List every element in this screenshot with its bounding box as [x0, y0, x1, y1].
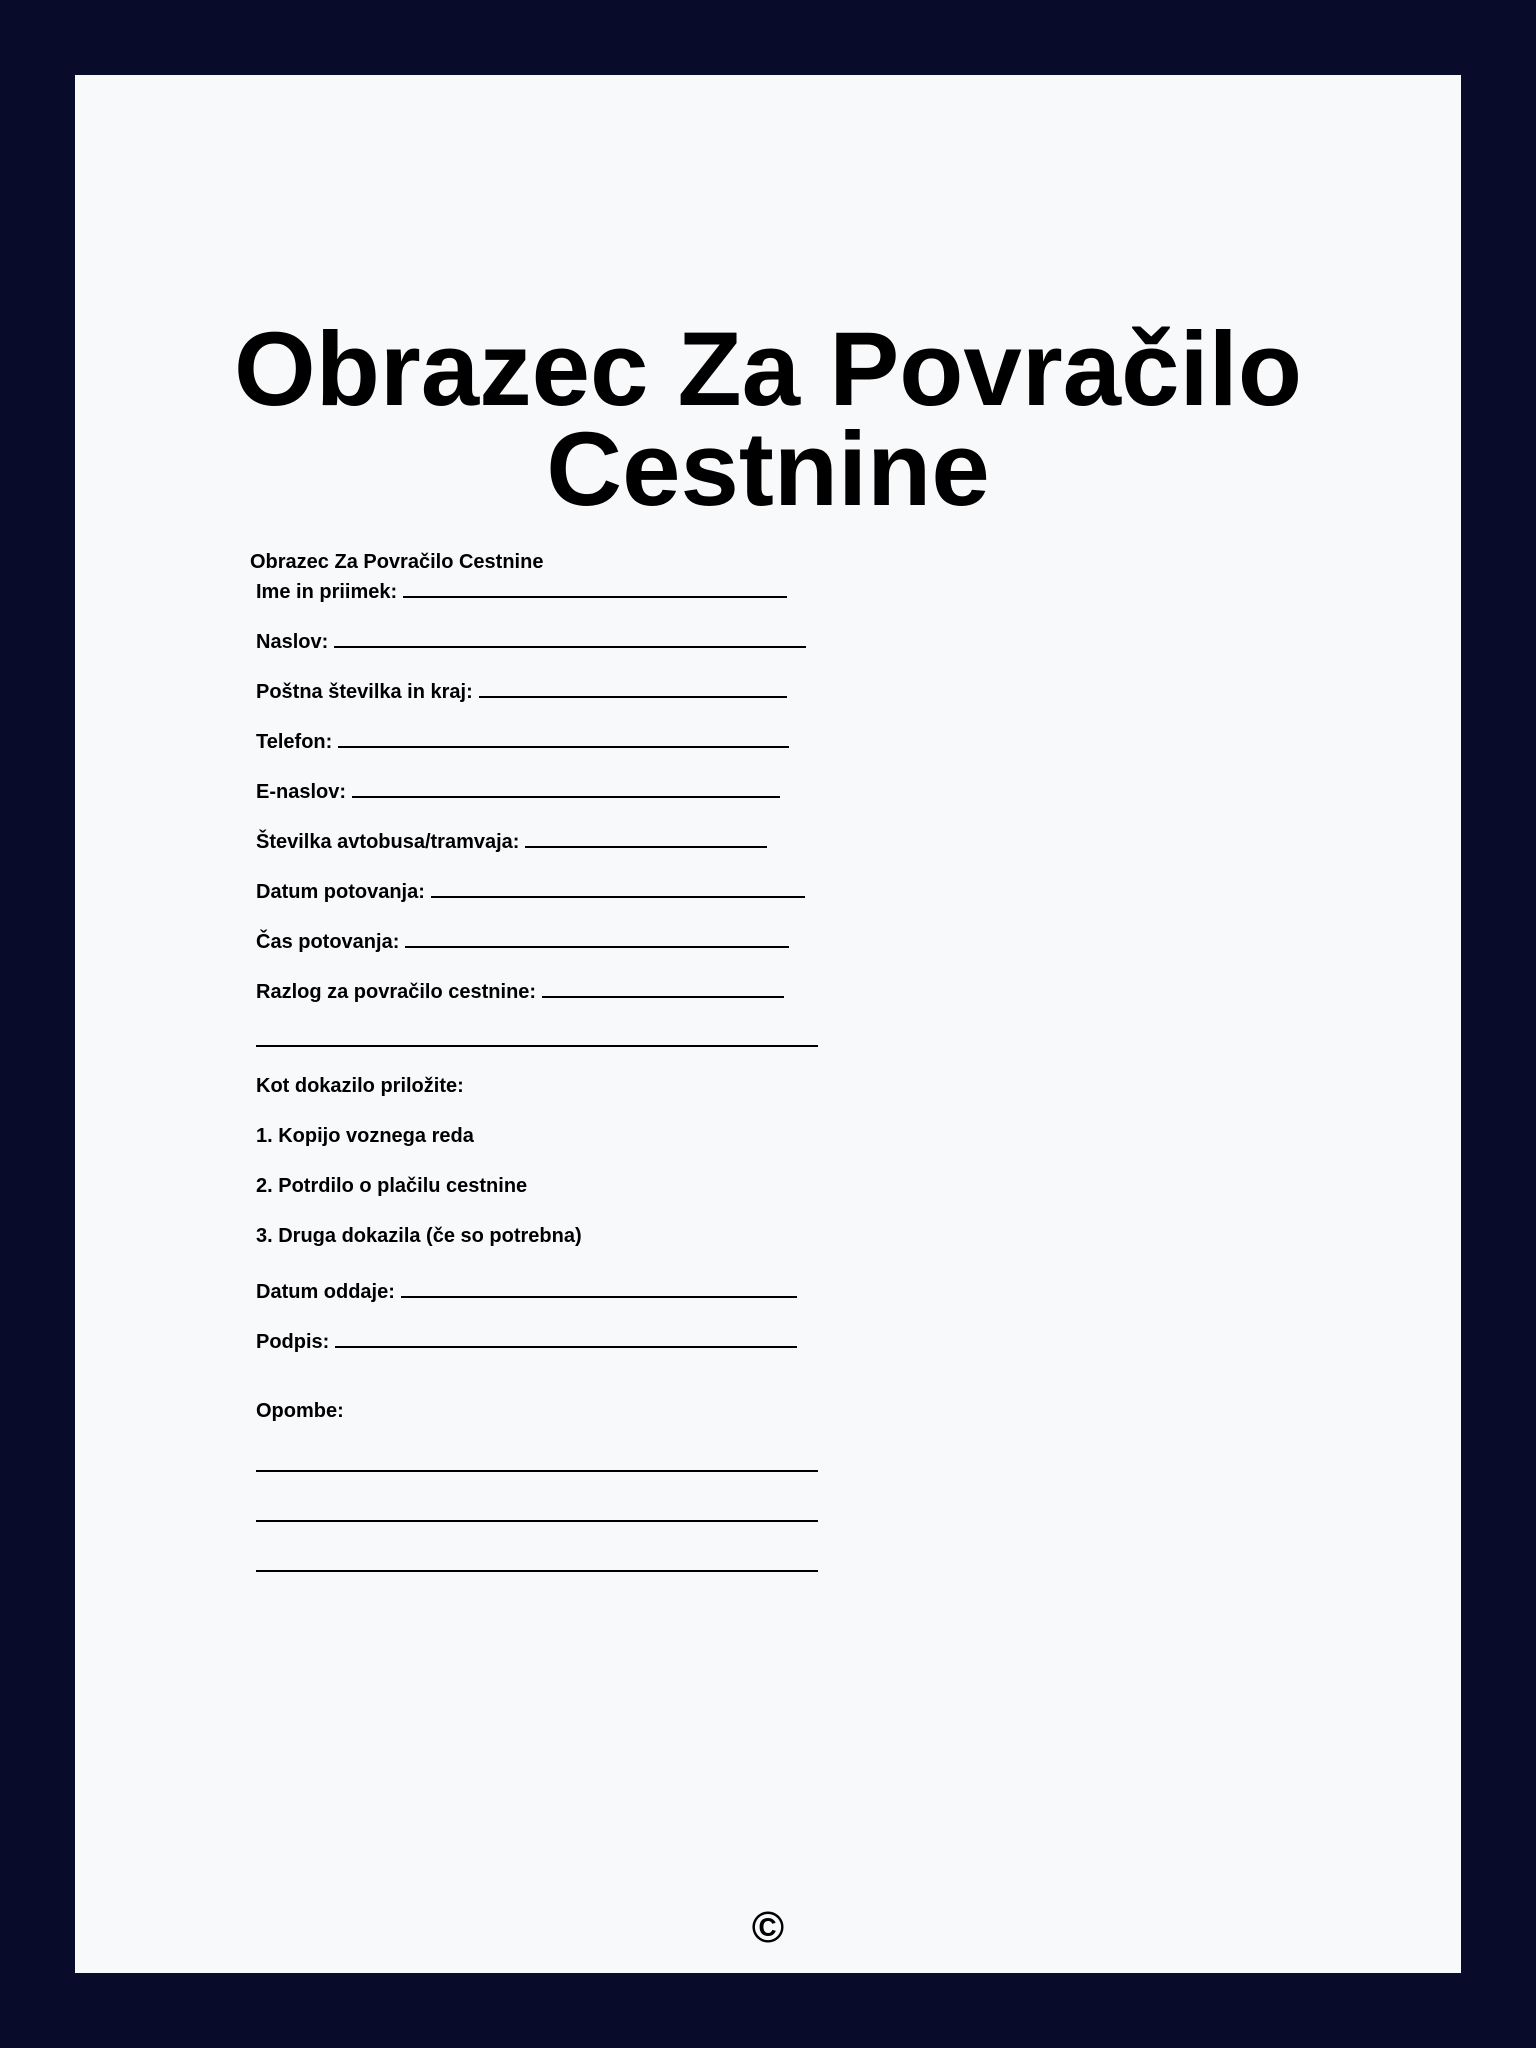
field-travel-time-line	[405, 924, 789, 948]
field-postal-line	[479, 674, 787, 698]
field-reason	[256, 974, 784, 1004]
field-address-line	[334, 624, 806, 648]
field-reason-label: Razlog za povračilo cestnine:	[256, 981, 537, 1003]
field-phone-label: Telefon:	[256, 731, 333, 753]
field-reason-line	[542, 974, 784, 998]
field-email	[256, 774, 780, 804]
proof-item-2	[256, 1174, 527, 1198]
field-travel-time-label: Čas potovanja:	[256, 931, 400, 953]
field-submit-date	[256, 1274, 797, 1304]
field-postal-label: Poštna številka in kraj:	[256, 681, 473, 703]
field-name-line	[403, 574, 787, 598]
field-signature-label: Podpis:	[256, 1331, 330, 1353]
field-address-label: Naslov:	[256, 631, 329, 653]
page-title: Obrazec Za Povračilo Cestnine	[234, 311, 1302, 528]
field-travel-date-label: Datum potovanja:	[256, 881, 425, 903]
proof-heading-label: Kot dokazilo priložite:	[256, 1075, 464, 1097]
field-travel-date-line	[431, 874, 805, 898]
field-submit-date-line	[401, 1274, 797, 1298]
form-subtitle: Obrazec Za Povračilo Cestnine	[250, 551, 544, 573]
proof-item-3	[256, 1224, 582, 1248]
field-bus-number-label: Številka avtobusa/tramvaja:	[256, 831, 520, 853]
notes-heading-label: Opombe:	[256, 1400, 344, 1422]
field-travel-date	[256, 874, 805, 904]
notes-line-3	[256, 1570, 818, 1572]
field-bus-number-line	[525, 824, 767, 848]
proof-item-1	[256, 1124, 474, 1148]
reason-continuation-line	[256, 1045, 818, 1047]
notes-heading	[256, 1399, 344, 1423]
field-phone	[256, 724, 789, 754]
field-name-label: Ime in priimek:	[256, 581, 398, 603]
field-address	[256, 624, 806, 654]
proof-heading	[256, 1074, 464, 1098]
field-signature	[256, 1324, 797, 1354]
copyright-icon: ©	[751, 1903, 785, 1952]
field-signature-line	[335, 1324, 797, 1348]
proof-item-3-label: 3. Druga dokazila (če so potrebna)	[256, 1225, 582, 1247]
proof-item-2-label: 2. Potrdilo o plačilu cestnine	[256, 1175, 528, 1197]
field-bus-number	[256, 824, 767, 854]
notes-line-1	[256, 1470, 818, 1472]
document-page	[75, 75, 1461, 1973]
field-email-line	[352, 774, 780, 798]
field-name	[256, 574, 787, 604]
field-submit-date-label: Datum oddaje:	[256, 1281, 395, 1303]
field-phone-line	[338, 724, 789, 748]
field-email-label: E-naslov:	[256, 781, 347, 803]
notes-line-2	[256, 1520, 818, 1522]
field-travel-time	[256, 924, 789, 954]
field-postal	[256, 674, 787, 704]
proof-item-1-label: 1. Kopijo voznega reda	[256, 1125, 474, 1147]
